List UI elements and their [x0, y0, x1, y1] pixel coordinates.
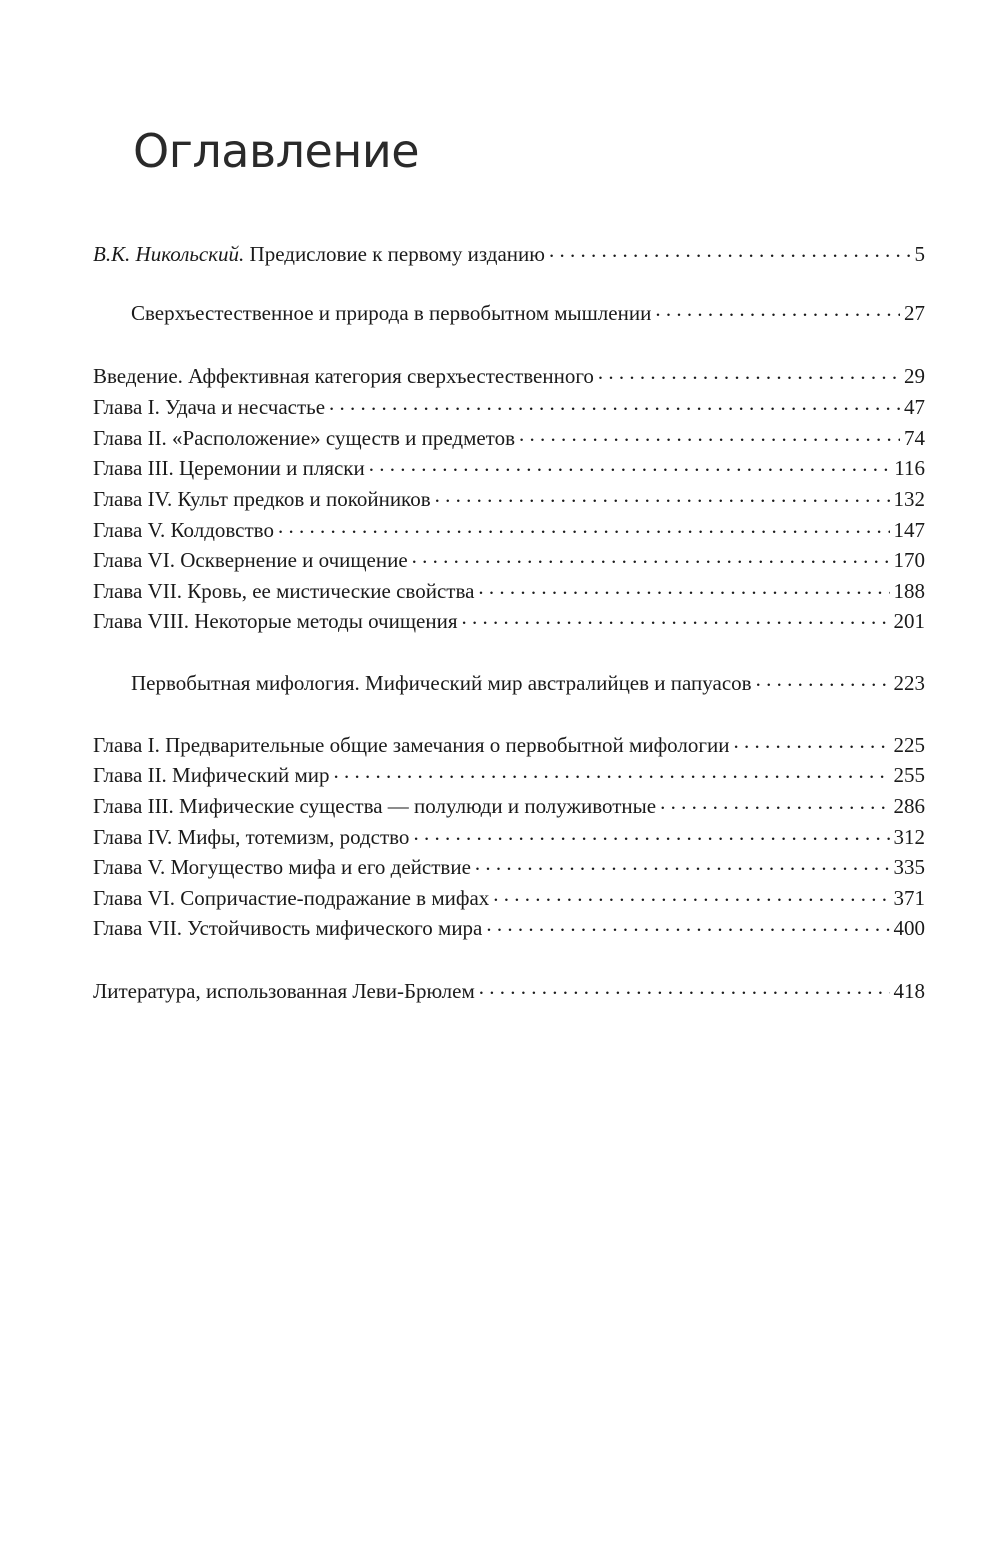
toc-entry-title: Глава VII. Кровь, ее мистические свойства — [93, 579, 475, 603]
toc-entry-title: Глава VI. Осквернение и очищение — [93, 548, 408, 572]
toc-entry-preface — [93, 240, 925, 268]
dot-leader — [733, 731, 889, 752]
toc-entry — [93, 792, 925, 820]
dot-leader — [413, 823, 889, 844]
toc-entry-title: Глава II. Мифический мир — [93, 763, 330, 787]
toc-entry-label — [93, 240, 545, 268]
toc-entry-page-number: 170 — [893, 548, 925, 572]
toc-entry-title: Глава VI. Сопричастие-подражание в мифах — [93, 886, 490, 910]
toc-entry-page-number: 116 — [894, 456, 925, 480]
toc-entry — [93, 607, 925, 635]
toc-entry-part-heading — [131, 299, 925, 327]
dot-leader — [519, 424, 900, 445]
toc-entry-title: Предисловие к первому изданию — [244, 242, 545, 266]
dot-leader — [478, 577, 889, 598]
toc-entry-page-number: 255 — [893, 763, 925, 787]
toc-entry-title: Глава II. «Расположение» существ и предметов — [93, 426, 515, 450]
toc-entry — [93, 823, 925, 851]
toc-entry-title: Глава I. Предварительные общие замечания о первобытной мифологии — [93, 733, 730, 757]
toc-entry-title: Глава V. Колдовство — [93, 518, 274, 542]
toc-entry-literature — [93, 977, 925, 1005]
page-title: Оглавление — [133, 124, 420, 178]
toc-entry-page-number: 201 — [893, 609, 925, 633]
toc-entry-page-number: 5 — [914, 242, 925, 266]
toc-entry — [93, 577, 925, 605]
toc-entry — [93, 853, 925, 881]
toc-entry — [93, 393, 925, 421]
toc-entry-page-number: 312 — [893, 825, 925, 849]
toc-entry-page-number: 29 — [904, 364, 925, 388]
toc-entry-title: Литература, использованная Леви-Брюлем — [93, 979, 475, 1003]
toc-entry-page-number: 147 — [893, 518, 925, 542]
toc-entry — [93, 424, 925, 452]
toc-entry-title: Глава V. Могущество мифа и его действие — [93, 855, 471, 879]
toc-entry-page-number: 418 — [893, 979, 925, 1003]
toc-entry-page-number: 47 — [904, 395, 925, 419]
toc-entry — [93, 761, 925, 789]
toc-entry-page-number: 371 — [893, 886, 925, 910]
toc-entry — [93, 884, 925, 912]
dot-leader — [461, 607, 889, 628]
dot-leader — [598, 362, 900, 383]
toc-entry-title: Глава VIII. Некоторые методы очищения — [93, 609, 458, 633]
toc-entry — [93, 731, 925, 759]
toc-entry-page-number: 335 — [893, 855, 925, 879]
toc-entry-title: Введение. Аффективная категория сверхъестественного — [93, 364, 594, 388]
toc-entry-part-heading — [131, 669, 925, 697]
toc-entry — [93, 362, 925, 390]
toc-entry-page-number: 400 — [893, 916, 925, 940]
dot-leader — [435, 485, 890, 506]
toc-entry-title: Глава I. Удача и несчастье — [93, 395, 326, 419]
toc-entry-page-number: 132 — [893, 487, 925, 511]
toc-entry-title: Глава VII. Устойчивость мифического мира — [93, 916, 483, 940]
toc-entry-title: Сверхъестественное и природа в первобытном мышлении — [131, 301, 652, 325]
toc-entry-page-number: 27 — [904, 301, 925, 325]
dot-leader — [475, 853, 890, 874]
toc-entry-title: Глава III. Церемонии и пляски — [93, 456, 365, 480]
dot-leader — [329, 393, 900, 414]
toc-entry — [93, 516, 925, 544]
dot-leader — [412, 546, 890, 567]
dot-leader — [278, 516, 890, 537]
dot-leader — [660, 792, 889, 813]
toc-entry-title: Глава IV. Мифы, тотемизм, родство — [93, 825, 410, 849]
dot-leader — [655, 299, 900, 320]
toc-entry — [93, 546, 925, 574]
toc-entry-author: В.К. Никольский. — [93, 242, 245, 266]
toc-entry — [93, 914, 925, 942]
dot-leader — [369, 454, 891, 475]
toc-entry-page-number: 225 — [893, 733, 925, 757]
toc-entry-page-number: 223 — [893, 671, 925, 695]
toc-entry-title: Первобытная мифология. Мифический мир австралийцев и папуасов — [131, 671, 752, 695]
dot-leader — [493, 884, 889, 905]
dot-leader — [549, 240, 911, 261]
toc-entry-page-number: 74 — [904, 426, 925, 450]
dot-leader — [479, 977, 890, 998]
toc-entry — [93, 454, 925, 482]
dot-leader — [334, 761, 890, 782]
dot-leader — [756, 669, 890, 690]
toc-entry-page-number: 188 — [893, 579, 925, 603]
toc-entry-title: Глава III. Мифические существа — полулюди и полуживотные — [93, 794, 657, 818]
toc-entry — [93, 485, 925, 513]
dot-leader — [486, 914, 889, 935]
toc-entry-title: Глава IV. Культ предков и покойников — [93, 487, 431, 511]
toc-entry-page-number: 286 — [893, 794, 925, 818]
